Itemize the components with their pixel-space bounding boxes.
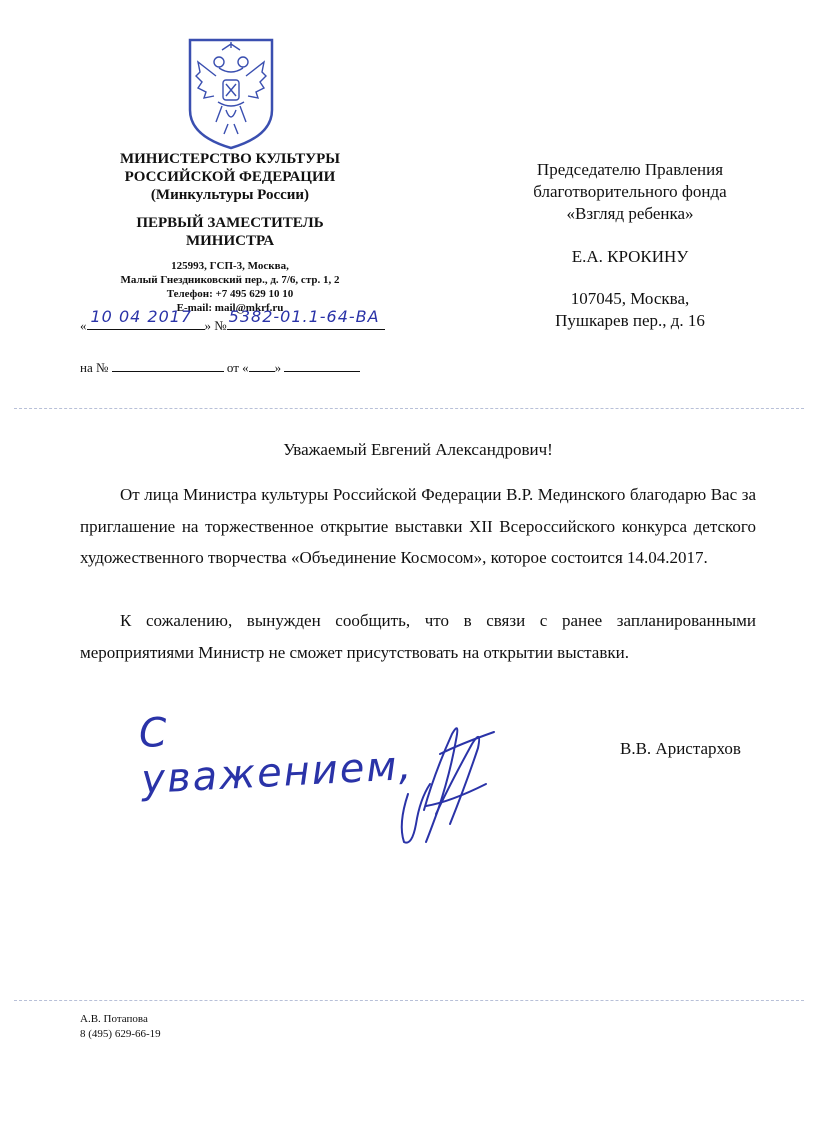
recipient-title <box>500 159 760 225</box>
ref-day-field <box>249 358 275 372</box>
signer-name: В.В. Аристархов <box>620 739 741 758</box>
sender-phone: Телефон: +7 495 629 10 10 <box>166 288 294 300</box>
ministry-line2: РОССИЙСКОЙ ФЕДЕРАЦИИ <box>124 169 336 185</box>
handwritten-salutation <box>137 684 415 804</box>
recipient-address1: 107045, Москва, <box>570 289 690 308</box>
reg-close-quote: » <box>204 318 211 333</box>
recipient-line3: «Взгляд ребенка» <box>566 204 694 223</box>
sender-email: E-mail: mail@mkrf.ru <box>176 302 284 314</box>
ref-date-close: » <box>274 360 282 375</box>
ref-month-field <box>284 358 360 372</box>
reg-open-quote: « <box>80 318 87 333</box>
executor-phone: 8 (495) 629-66-19 <box>80 1028 161 1040</box>
reg-date: 10 04 2017 <box>90 307 193 326</box>
handwritten-signature <box>390 714 500 854</box>
reference-line <box>80 358 390 376</box>
recipient-name: Е.А. КРОКИНУ <box>571 247 689 266</box>
address-line2: Малый Гнездниковский пер., д. 7/6, стр. 1, 2 <box>120 274 340 286</box>
fold-line-bottom <box>14 1000 804 1002</box>
recipient-line1: Председателю Правления <box>536 160 724 179</box>
ministry-line1: МИНИСТЕРСТВО КУЛЬТУРЫ <box>119 151 341 167</box>
position-line2: МИНИСТРА <box>185 233 275 249</box>
position-line1: ПЕРВЫЙ ЗАМЕСТИТЕЛЬ <box>136 215 324 231</box>
ministry-short-name: (Минкультуры России) <box>150 187 310 203</box>
executor-name: А.В. Потапова <box>80 1013 148 1025</box>
ref-prefix: на № <box>80 360 109 375</box>
reg-number: 5382-01.1-64-ВА <box>228 307 380 326</box>
reg-number-sign: № <box>214 318 227 333</box>
coat-of-arms-emblem <box>186 36 276 152</box>
ref-number-field <box>112 358 224 372</box>
reg-date-field <box>87 307 205 330</box>
fold-line-top <box>14 408 804 410</box>
ministry-name <box>80 150 380 204</box>
sender-position <box>80 214 380 250</box>
ref-date-prefix: от « <box>226 360 249 375</box>
paragraph-1: От лица Министра культуры Российской Федерации В.Р. Мединского благодарю Вас за приглашение на торжественное открытие выставки XII Всероссийского конкурса детского художественного творчества «Объединение Космосом», которое состоится 14.04.2017. <box>80 485 756 567</box>
greeting: Уважаемый Евгений Александрович! <box>283 440 553 459</box>
recipient-address <box>500 288 760 332</box>
salutation-text: С уважением, <box>137 709 415 804</box>
recipient-line2: благотворительного фонда <box>533 182 727 201</box>
reg-number-field <box>227 307 385 330</box>
paragraph-2: К сожалению, вынужден сообщить, что в связи с ранее запланированными мероприятиями Министр не сможет присутствовать на открытии выставки. <box>80 611 756 662</box>
address-line1: 125993, ГСП-3, Москва, <box>171 260 289 272</box>
recipient-address2: Пушкарев пер., д. 16 <box>555 311 705 330</box>
